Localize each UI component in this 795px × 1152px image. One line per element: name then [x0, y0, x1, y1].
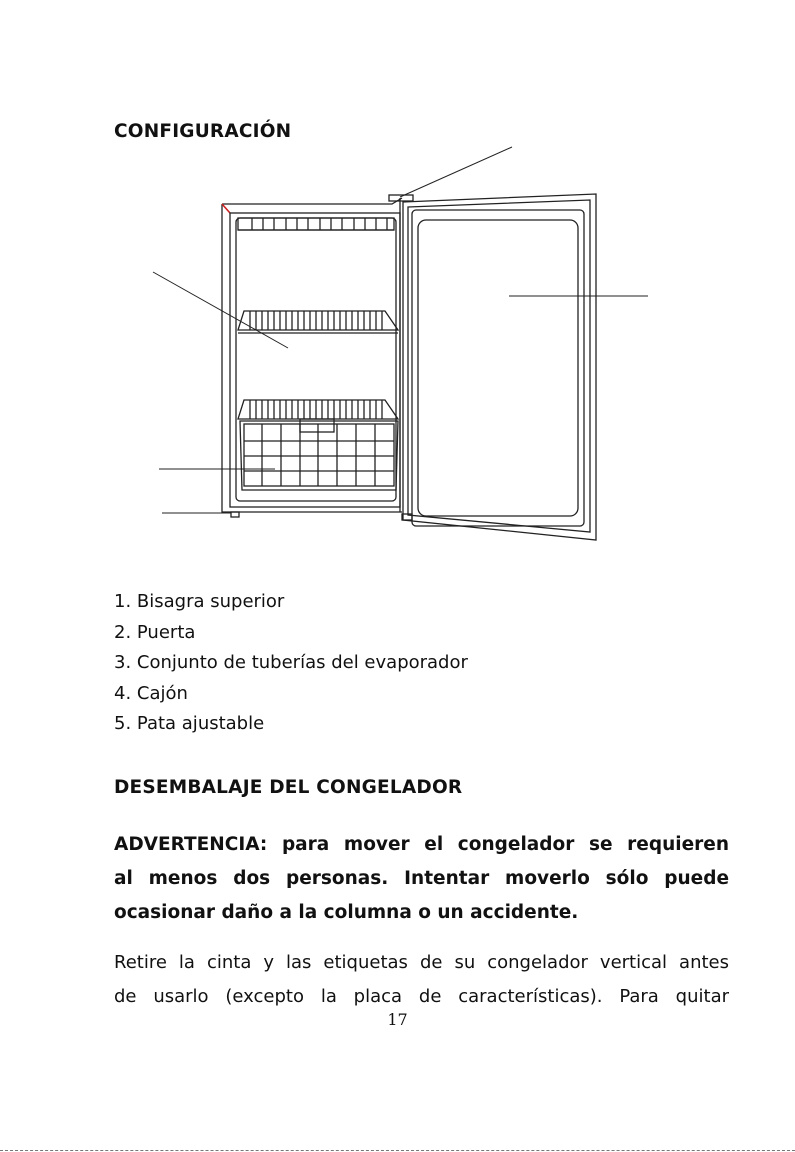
adjustable-leg — [231, 512, 239, 517]
parts-list-item: 5. Pata ajustable — [114, 713, 265, 734]
parts-list-item: 4. Cajón — [114, 682, 188, 704]
body-paragraph — [114, 946, 729, 1014]
parts-list-item: 2. Puerta — [114, 621, 196, 643]
parts-list — [114, 589, 468, 742]
lower-evaporator-shelf — [238, 400, 398, 419]
top-evaporator-shelf — [238, 218, 394, 230]
warning-line: ADVERTENCIA: para mover el congelador se requieren — [114, 834, 729, 855]
drawer-basket — [240, 419, 398, 490]
page-bottom-rule — [0, 1150, 795, 1151]
middle-evaporator-shelf — [238, 311, 398, 333]
freezer-diagram — [0, 140, 795, 560]
parts-list-item: 1. Bisagra superior — [114, 591, 285, 612]
freezer-door — [403, 194, 596, 540]
body-line: Retire la cinta y las etiquetas de su congelador vertical antes — [114, 952, 729, 973]
section-title-unpacking: DESEMBALAJE DEL CONGELADOR — [114, 777, 463, 798]
warning-line: ocasionar daño a la columna o un accidente. — [114, 902, 579, 923]
body-line: de usarlo (excepto la placa de características). Para quitar — [114, 986, 729, 1007]
warning-paragraph — [114, 828, 729, 930]
section-title-configuration: CONFIGURACIÓN — [114, 121, 292, 142]
parts-list-item: 3. Conjunto de tuberías del evaporador — [114, 652, 468, 673]
page-number: 17 — [387, 1010, 408, 1029]
warning-line: al menos dos personas. Intentar moverlo sólo puede — [114, 868, 729, 889]
